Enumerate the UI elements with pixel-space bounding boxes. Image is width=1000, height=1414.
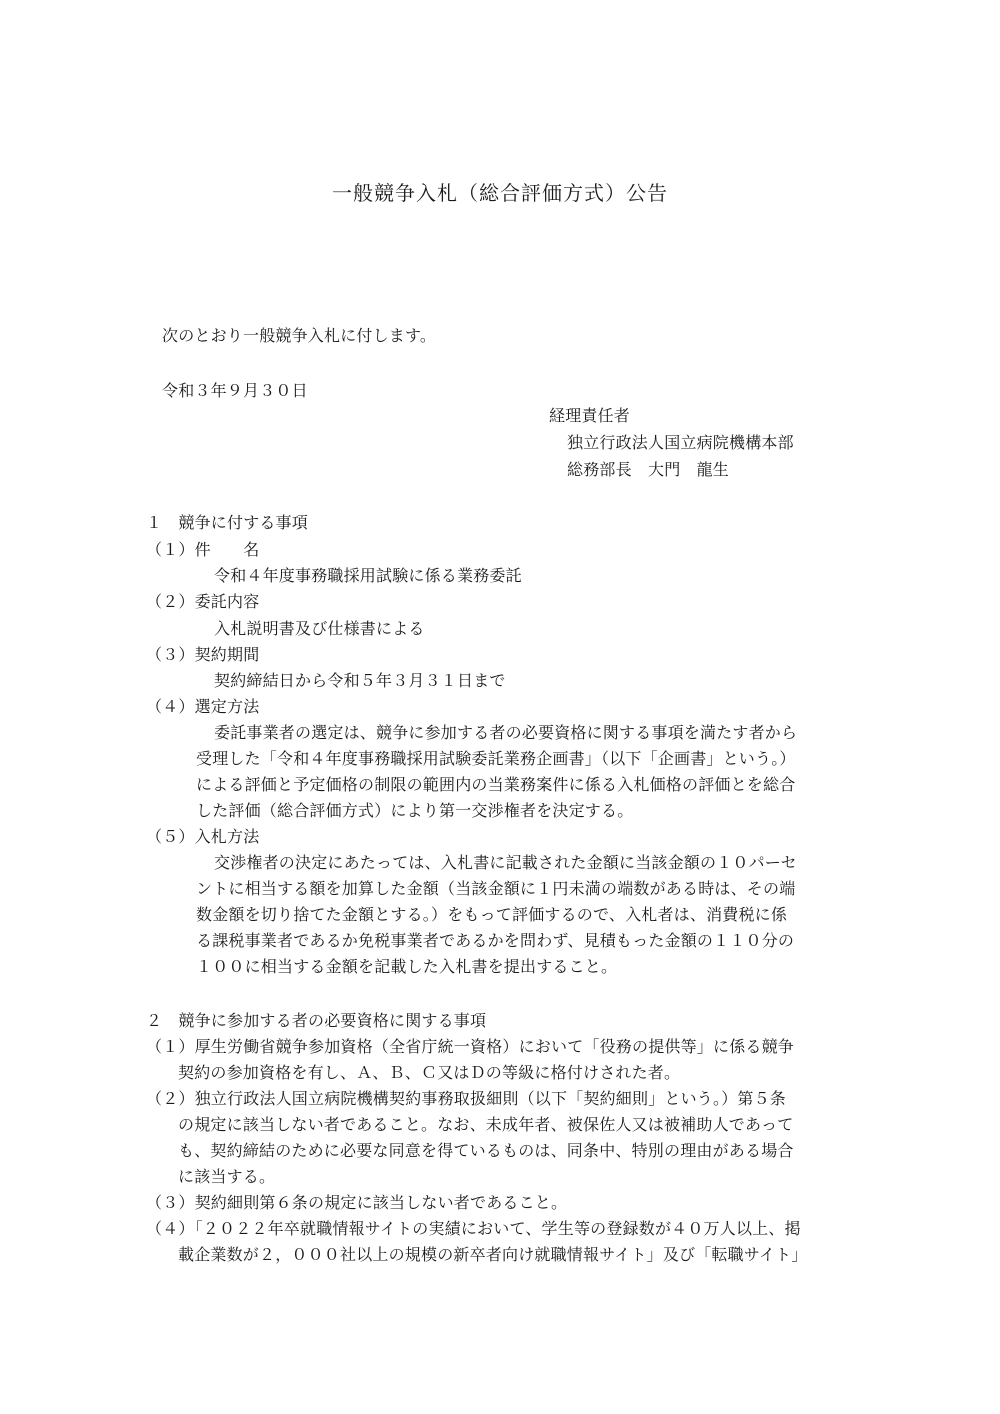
document-title: 一般競争入札（総合評価方式）公告: [332, 181, 668, 205]
item-2-label: （２）委託内容: [146, 592, 260, 611]
item-3-label: （３）契約期間: [146, 645, 260, 664]
item-2-body: 入札説明書及び仕様書による: [214, 619, 425, 638]
s2-item-1-line: （１）厚生労働省競争参加資格（全省庁統一資格）において「役務の提供等」に係る競争: [146, 1037, 795, 1056]
s2-item-2-line: の規定に該当しない者であること。なお、未成年者、被保佐人又は被補助人であって: [178, 1115, 794, 1134]
item-1-body: 令和４年度事務職採用試験に係る業務委託: [214, 566, 522, 585]
item-5-line: 交渉権者の決定にあたっては、入札書に記載された金額に当該金額の１０パーセ: [214, 853, 797, 872]
section-1-heading: １ 競争に付する事項: [146, 513, 309, 532]
item-5-line: 数金額を切り捨てた金額とする。）をもって評価するので、入札者は、消費税に係: [196, 905, 788, 924]
s2-item-4-line: （４）「２０２２年卒就職情報サイトの実績において、学生等の登録数が４０万人以上、掲: [146, 1219, 801, 1238]
item-3-body: 契約締結日から令和５年３月３１日まで: [214, 671, 506, 690]
s2-item-2-line: も、契約締結のために必要な同意を得ているものは、同条中、特別の理由がある場合: [178, 1141, 794, 1160]
item-4-line: した評価（総合評価方式）により第一交渉権者を決定する。: [196, 801, 634, 820]
s2-item-1-line: 契約の参加資格を有し、Ａ、Ｂ、Ｃ又はＤの等級に格付けされた者。: [178, 1063, 681, 1082]
issuer-name: 総務部長 大門 龍生: [567, 460, 730, 479]
item-4-line: による評価と予定価格の制限の範囲内の当業務案件に係る入札価格の評価とを総合: [196, 775, 796, 794]
item-4-line: 委託事業者の選定は、競争に参加する者の必要資格に関する事項を満たす者から: [214, 723, 798, 742]
issuer-role: 経理責任者: [549, 406, 631, 425]
item-1-label: （１）件 名: [146, 540, 260, 559]
s2-item-3-line: （３）契約細則第６条の規定に該当しない者であること。: [146, 1193, 568, 1212]
item-5-line: る課税事業者であるか免税事業者であるかを問わず、見積もった金額の１１０分の: [196, 931, 795, 950]
notice-date: 令和３年９月３０日: [162, 381, 308, 400]
section-2-heading: ２ 競争に参加する者の必要資格に関する事項: [146, 1011, 487, 1030]
item-4-label: （４）選定方法: [146, 697, 260, 716]
s2-item-2-line: に該当する。: [178, 1167, 276, 1186]
intro-text: 次のとおり一般競争入札に付します。: [162, 326, 437, 345]
item-4-line: 受理した「令和４年度事務職採用試験委託業務企画書」（以下「企画書」という。）: [196, 749, 796, 768]
s2-item-4-line: 載企業数が２，０００社以上の規模の新卒者向け就職情報サイト」及び「転職サイト」: [178, 1245, 808, 1264]
item-5-label: （５）入札方法: [146, 827, 260, 846]
s2-item-2-line: （２）独立行政法人国立病院機構契約事務取扱細則（以下「契約細則」という。）第５条: [146, 1089, 787, 1108]
item-5-line: ントに相当する額を加算した金額（当該金額に１円未満の端数がある時は、その端: [196, 879, 796, 898]
item-5-line: １００に相当する金額を記載した入札書を提出すること。: [196, 957, 618, 976]
issuer-organization: 独立行政法人国立病院機構本部: [567, 433, 794, 452]
